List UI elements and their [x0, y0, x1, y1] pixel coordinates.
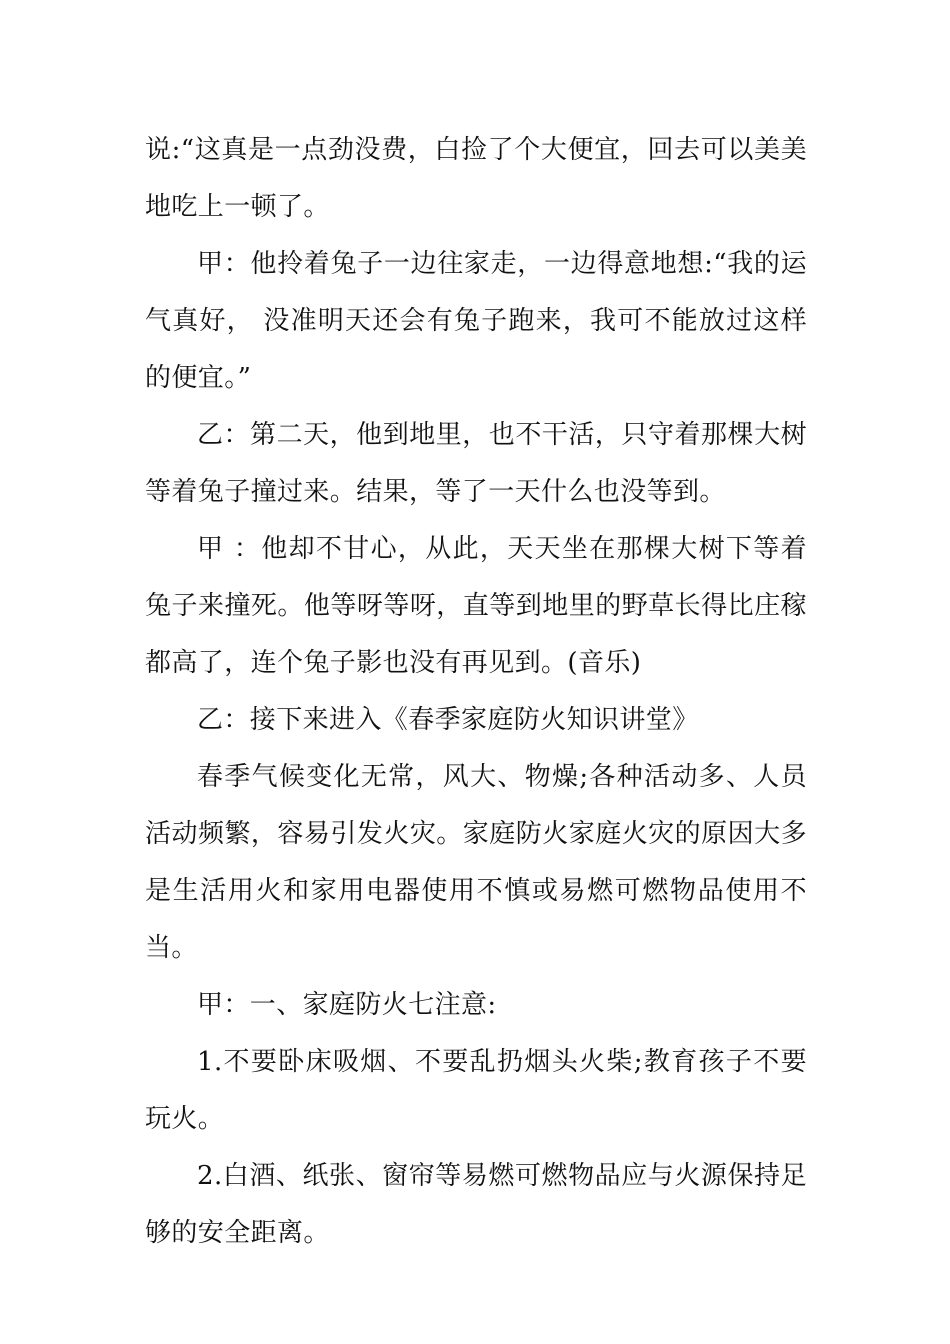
- document-page: [145, 122, 807, 1262]
- paragraph-6: 春季气候变化无常，风大、物燥;各种活动多、人员活动频繁，容易引发火灾。家庭防火家庭火灾的原因大多是生活用火和家用电器使用不慎或易燃可燃物品使用不当。: [145, 762, 807, 963]
- paragraph-8: 1.不要卧床吸烟、不要乱扔烟头火柴;教育孩子不要玩火。: [145, 1047, 807, 1134]
- paragraph-9: 2.白酒、纸张、窗帘等易燃可燃物品应与火源保持足够的安全距离。: [145, 1161, 807, 1248]
- paragraph-7: 甲：一、家庭防火七注意:: [197, 990, 497, 1020]
- paragraph-4: 甲 ：他却不甘心，从此，天天坐在那棵大树下等着兔子来撞死。他等呀等呀，直等到地里的野草长得比庄稼都高了，连个兔子影也没有再见到。(音乐): [145, 534, 807, 678]
- paragraph-3: 乙：第二天，他到地里，也不干活，只守着那棵大树等着兔子撞过来。结果，等了一天什么也没等到。: [145, 420, 807, 507]
- paragraph-1: 说:“这真是一点劲没费，白捡了个大便宜，回去可以美美地吃上一顿了。: [145, 135, 807, 222]
- paragraph-2: 甲：他拎着兔子一边往家走，一边得意地想:“我的运气真好， 没准明天还会有兔子跑来，我可不能放过这样的便宜。”: [145, 249, 807, 393]
- paragraph-5: 乙：接下来进入《春季家庭防火知识讲堂》: [197, 705, 699, 735]
